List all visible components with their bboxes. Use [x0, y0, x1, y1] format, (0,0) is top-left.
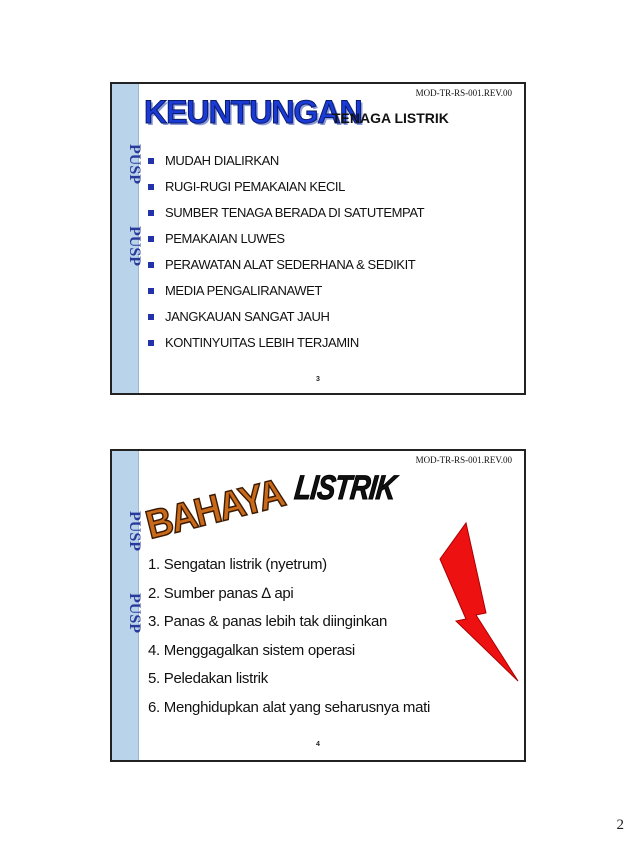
- title-bahaya: [141, 468, 300, 553]
- title-listrik: LISTRIK: [292, 469, 398, 507]
- doc-code: MOD-TR-RS-001.REV.00: [415, 88, 512, 98]
- list-item: 5. Peledakan listrik: [148, 670, 268, 687]
- list-item: PEMAKAIAN LUWES: [148, 230, 424, 256]
- logo-text: PUSP: [126, 593, 143, 633]
- list-item: 2. Sumber panas ∆ api: [148, 584, 294, 602]
- title-tenaga-listrik: TENAGA LISTRIK: [332, 110, 449, 126]
- pusp-logo-2: [115, 591, 143, 671]
- doc-code: MOD-TR-RS-001.REV.00: [415, 455, 512, 465]
- list-item: 1. Sengatan listrik (nyetrum): [148, 556, 327, 573]
- logo-text: PUSP: [126, 144, 143, 184]
- list-item: JANGKAUAN SANGAT JAUH: [148, 308, 424, 334]
- slide-keuntungan: [110, 82, 526, 395]
- list-item: MEDIA PENGALIRANAWET: [148, 282, 424, 308]
- slide-number: 3: [316, 376, 320, 383]
- title-keuntungan: KEUNTUNGAN: [144, 94, 362, 130]
- slide-sidebar: [112, 84, 143, 393]
- list-item: KONTINYUITAS LEBIH TERJAMIN: [148, 334, 424, 360]
- list-item: MUDAH DIALIRKAN: [148, 152, 424, 178]
- pusp-logo-1: [115, 142, 143, 222]
- list-item: RUGI-RUGI PEMAKAIAN KECIL: [148, 178, 424, 204]
- list-item: 3. Panas & panas lebih tak diinginkan: [148, 613, 388, 630]
- list-item: SUMBER TENAGA BERADA DI SATUTEMPAT: [148, 204, 424, 230]
- logo-text: PUSP: [126, 226, 143, 266]
- list-item: PERAWATAN ALAT SEDERHANA & SEDIKIT: [148, 256, 424, 282]
- slide-bahaya-listrik: [110, 449, 526, 762]
- page-number: 2: [616, 817, 624, 833]
- slide-sidebar: [112, 451, 143, 760]
- bahaya-text: BAHAYA: [141, 468, 300, 548]
- list-item: 4. Menggagalkan sistem operasi: [148, 641, 355, 659]
- advantages-list: [148, 152, 424, 360]
- pusp-logo-1: [115, 509, 143, 589]
- list-item: 6. Menghidupkan alat yang seharusnya mati: [148, 698, 431, 716]
- slide-number: 4: [316, 741, 320, 748]
- hazards-list: [148, 555, 430, 726]
- logo-text: PUSP: [126, 511, 143, 551]
- pusp-logo-2: [115, 224, 143, 304]
- lightning-bolt-icon: [438, 523, 518, 683]
